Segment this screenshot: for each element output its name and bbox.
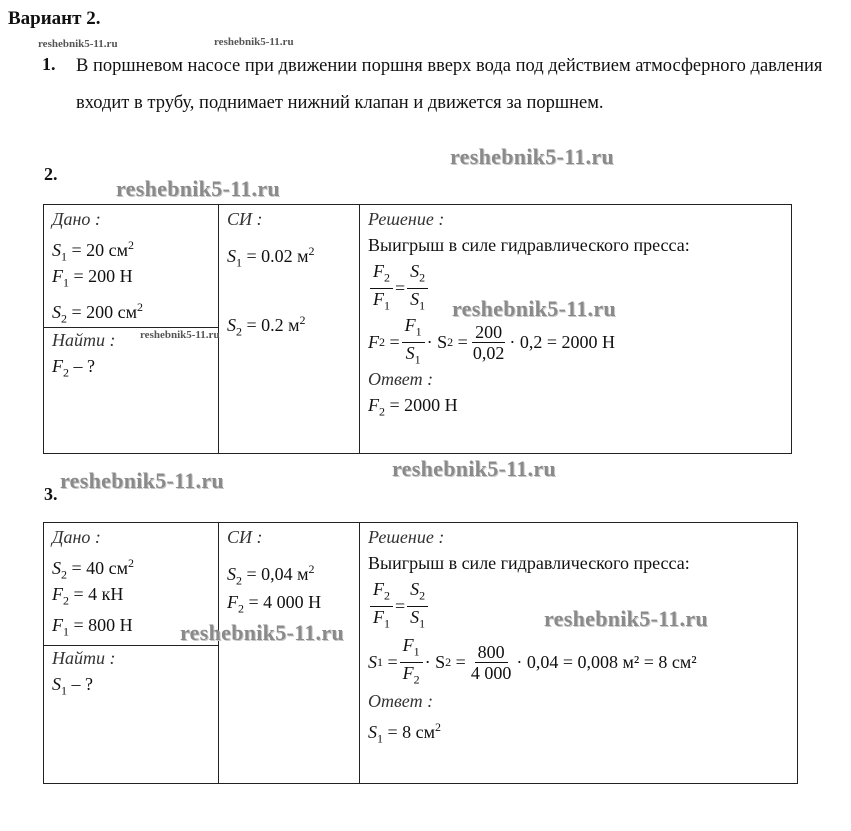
solution-label: Решение : — [368, 209, 445, 229]
si-row: $F_2 = 4$ 000 Н — [227, 592, 322, 616]
watermark: reshebnik5-11.ru — [450, 144, 614, 169]
si-column — [219, 523, 360, 784]
si-row: $S_2 = 0,04$ $м^2$ — [227, 562, 315, 588]
watermark: reshebnik5-11.ru — [140, 329, 220, 341]
answer-label: Ответ : — [368, 691, 434, 711]
si-column — [219, 205, 360, 454]
given-row: $F_1 = 200$ Н — [52, 266, 133, 290]
page-title: Вариант 2. — [8, 8, 101, 29]
formula-ratio: $\frac{F_2}{F_1}$ = $\frac{S_2}{S_1}$ — [368, 261, 783, 315]
si-label: СИ : — [227, 209, 263, 229]
item-1-text: В поршневом насосе при движении поршня вверх вода под действием атмосферного давления входит в трубу, поднимает нижний клапан и движется за поршнем. — [76, 56, 823, 113]
si-row: $S_2 = 0.2$ $м^2$ — [227, 313, 306, 339]
watermark: reshebnik5-11.ru — [116, 176, 280, 201]
watermark: reshebnik5-11.ru — [38, 38, 118, 50]
solution-label: Решение : — [368, 527, 445, 547]
watermark: reshebnik5-11.ru — [392, 456, 556, 481]
watermark: reshebnik5-11.ru — [214, 36, 294, 48]
given-column — [44, 523, 219, 784]
find-label: Найти : — [52, 648, 116, 668]
given-row: $S_2 = 200$ $см^2$ — [52, 300, 144, 326]
solution-text: Выигрыш в силе гидравлического пресса: — [368, 235, 690, 255]
answer-row: $S_1 = 8$ $см^2$ — [368, 720, 442, 746]
watermark: reshebnik5-11.ru — [544, 606, 708, 631]
solution-column — [360, 205, 792, 454]
given-label: Дано : — [52, 209, 101, 229]
item-3-number: 3. — [44, 484, 58, 504]
item-2-number: 2. — [44, 164, 58, 184]
find-row: $F_2$ – ? — [52, 356, 95, 380]
item-1-number: 1. — [42, 54, 56, 74]
item-3-table — [43, 522, 798, 784]
find-row: $S_1$ – ? — [52, 674, 93, 698]
find-label: Найти : — [52, 330, 116, 350]
given-row: $S_2 = 40$ $см^2$ — [52, 556, 135, 582]
watermark: reshebnik5-11.ru — [180, 620, 344, 645]
given-row: $F_2 = 4$ кН — [52, 584, 124, 608]
given-row: $S_1 = 20$ $см^2$ — [52, 238, 135, 264]
formula-calc: F 2 = $\frac{F_1}{S_1}$ · S 2 = $\frac{200}{0,02}$ · 0,2 = 2000 Н — [368, 314, 615, 367]
given-label: Дано : — [52, 527, 101, 547]
given-row: $F_1 = 800$ Н — [52, 615, 133, 639]
formula-calc: S 1 = $\frac{F_1}{F_2}$ · S 2 = $\frac{800}{4 000}$ · 0,04 = 0,008 м² = 8 см² — [368, 634, 697, 687]
si-label: СИ : — [227, 527, 263, 547]
answer-label: Ответ : — [368, 369, 434, 389]
answer-row: $F_2 = 2000$ Н — [368, 395, 458, 419]
formula-ratio: $\frac{F_2}{F_1}$ = $\frac{S_2}{S_1}$ — [368, 579, 789, 633]
solution-column — [360, 523, 798, 784]
watermark: reshebnik5-11.ru — [60, 468, 224, 493]
watermark: reshebnik5-11.ru — [452, 296, 616, 321]
si-row: $S_1 = 0.02$ $м^2$ — [227, 244, 315, 270]
solution-text: Выигрыш в силе гидравлического пресса: — [368, 553, 690, 573]
